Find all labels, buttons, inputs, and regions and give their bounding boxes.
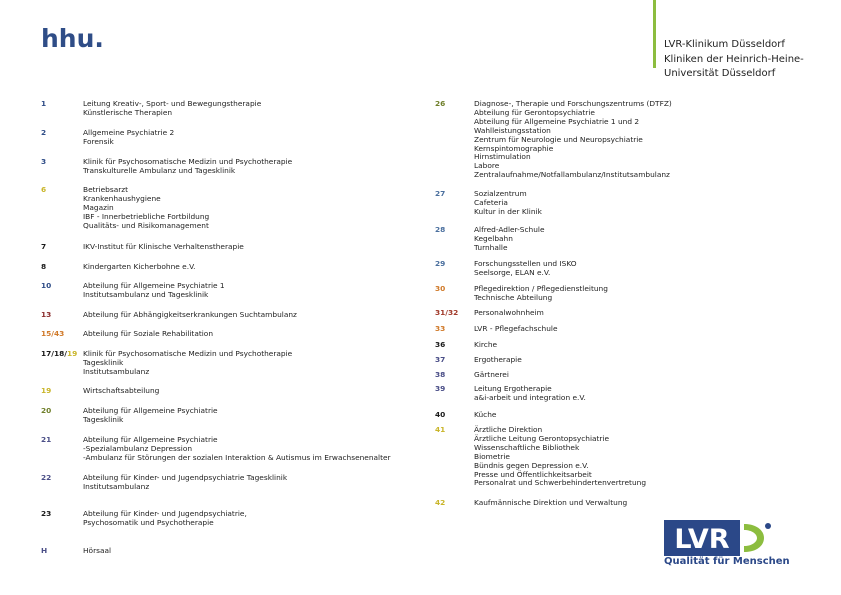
entry-line: Abteilung für Kinder- und Jugendpsychiatrie Tagesklinik — [83, 473, 288, 482]
entry-line: Institutsambulanz — [83, 481, 150, 491]
left-building-number: 8 — [41, 262, 47, 271]
entry-line: Kernspintomographie — [474, 143, 554, 153]
header-line: LVR-Klinikum Düsseldorf — [664, 39, 785, 50]
entry-line: Leitung Kreativ-, Sport- und Bewegungstherapie — [83, 99, 262, 108]
left-building-entry — [83, 547, 111, 556]
entry-line: Tagesklinik — [83, 357, 124, 367]
right-building-number: 41 — [435, 425, 446, 434]
left-building-number: 13 — [41, 310, 52, 319]
entry-line: Ergotherapie — [474, 355, 522, 364]
right-building-entry — [474, 325, 558, 334]
entry-line: Ärztliche Direktion — [474, 425, 543, 434]
left-building-entry — [83, 350, 292, 377]
left-building-number: 6 — [41, 185, 47, 194]
entry-line: Cafeteria — [474, 197, 508, 207]
entry-line: Gärtnerei — [474, 370, 509, 379]
hhu-logo: hhu. — [41, 24, 104, 53]
entry-line: Sozialzentrum — [474, 189, 527, 198]
left-building-number: 1 — [41, 99, 47, 108]
entry-line: Magazin — [83, 202, 114, 212]
entry-line: Abteilung für Allgemeine Psychiatrie — [83, 406, 218, 415]
right-building-number: 29 — [435, 259, 446, 268]
entry-line: Bündnis gegen Depression e.V. — [474, 460, 589, 470]
left-building-entry — [83, 158, 292, 176]
entry-line: Technische Abteilung — [474, 292, 553, 302]
right-building-number: 30 — [435, 284, 446, 293]
entry-line: Küche — [474, 410, 497, 419]
right-building-entry — [474, 499, 627, 508]
entry-line: -Ambulanz für Störungen der sozialen Interaktion & Autismus im Erwachsenenalter — [83, 452, 391, 462]
entry-line: Turnhalle — [474, 242, 508, 252]
entry-line: Krankenhaushygiene — [83, 193, 161, 203]
entry-line: Abteilung für Abhängigkeitserkrankungen Suchtambulanz — [83, 310, 297, 319]
right-building-entry — [474, 426, 646, 488]
entry-line: Abteilung für Allgemeine Psychiatrie 1 und 2 — [474, 116, 640, 126]
entry-line: IKV-Institut für Klinische Verhaltenstherapie — [83, 242, 244, 251]
entry-line: Leitung Ergotherapie — [474, 384, 552, 393]
right-building-entry — [474, 341, 497, 350]
entry-line: Wirtschaftsabteilung — [83, 386, 160, 395]
left-building-entry — [83, 311, 297, 320]
left-building-number: 19 — [41, 386, 52, 395]
right-building-entry — [474, 226, 545, 253]
right-building-number: 42 — [435, 498, 446, 507]
entry-line: Ärztliche Leitung Gerontopsychiatrie — [474, 433, 610, 443]
entry-line: Hörsaal — [83, 546, 112, 555]
entry-line: Abteilung für Allgemeine Psychiatrie — [83, 435, 218, 444]
entry-line: Presse und Öffentlichkeitsarbeit — [474, 469, 592, 479]
entry-line: Wahlleistungsstation — [474, 125, 551, 135]
left-building-number: 10 — [41, 281, 52, 290]
entry-line: Künstlerische Therapien — [83, 107, 173, 117]
right-building-entry — [474, 385, 586, 403]
entry-line: Klinik für Psychosomatische Medizin und Psychotherapie — [83, 157, 293, 166]
entry-line: Hirnstimulation — [474, 152, 531, 162]
header-line: Kliniken der Heinrich-Heine- — [664, 53, 804, 65]
right-building-entry — [474, 285, 608, 303]
left-building-entry — [83, 263, 196, 272]
entry-line: Forensik — [83, 136, 114, 146]
entry-line: Qualitäts- und Risikomanagement — [83, 220, 209, 230]
entry-line: Personalrat und Schwerbehindertenvertretung — [474, 478, 647, 488]
right-building-number: 26 — [435, 99, 446, 108]
left-building-entry — [83, 474, 287, 492]
entry-line: Diagnose-, Therapie und Forschungszentrums (DTFZ) — [474, 99, 672, 108]
left-building-number: 7 — [41, 242, 47, 251]
entry-line: Abteilung für Gerontopsychiatrie — [474, 107, 595, 117]
left-building-entry — [83, 186, 209, 231]
right-building-number: 37 — [435, 355, 446, 364]
left-building-number: 3 — [41, 157, 47, 166]
right-building-entry — [474, 190, 542, 217]
right-building-entry — [474, 371, 509, 380]
entry-line: IBF - Innerbetriebliche Fortbildung — [83, 211, 210, 221]
entry-line: Abteilung für Allgemeine Psychiatrie 1 — [83, 281, 225, 290]
left-building-number: H — [41, 546, 48, 555]
clinic-header — [664, 38, 804, 82]
accent-divider — [653, 0, 656, 68]
left-building-number: 2 — [41, 128, 47, 137]
entry-line: a&i-arbeit und integration e.V. — [474, 392, 586, 402]
entry-line: Forschungsstellen und ISKO — [474, 259, 577, 268]
lvr-slogan: Qualität für Menschen — [664, 556, 790, 567]
left-building-number: 15/43 — [41, 329, 65, 338]
right-building-number: 31/32 — [435, 308, 459, 317]
entry-line: LVR - Pflegefachschule — [474, 324, 558, 333]
left-building-number: 20 — [41, 406, 52, 415]
left-building-number: 23 — [41, 509, 52, 518]
entry-line: Betriebsarzt — [83, 185, 129, 194]
entry-line: Wissenschaftliche Bibliothek — [474, 442, 580, 452]
right-building-entry — [474, 309, 544, 318]
entry-line: Kultur in der Klinik — [474, 206, 542, 216]
entry-line: Kirche — [474, 340, 498, 349]
entry-line: Tagesklinik — [83, 414, 124, 424]
right-building-number: 36 — [435, 340, 446, 349]
left-building-entry — [83, 510, 247, 528]
entry-line: Zentralaufnahme/Notfallambulanz/Institutsambulanz — [474, 170, 670, 180]
entry-line: Kaufmännische Direktion und Verwaltung — [474, 498, 628, 507]
left-building-entry — [83, 129, 174, 147]
left-building-entry — [83, 436, 391, 463]
left-building-entry — [83, 407, 218, 425]
entry-line: Kegelbahn — [474, 233, 513, 243]
entry-line: Alfred-Adler-Schule — [474, 225, 545, 234]
lvr-logo-text: LVR — [674, 524, 730, 555]
entry-line: Allgemeine Psychiatrie 2 — [83, 128, 175, 137]
right-building-entry — [474, 411, 496, 420]
left-building-number: 17/18/19 — [41, 349, 78, 358]
entry-line: Zentrum für Neurologie und Neuropsychiatrie — [474, 134, 643, 144]
entry-line: Pflegedirektion / Pflegedienstleitung — [474, 284, 608, 293]
entry-line: Labore — [474, 161, 500, 171]
entry-line: Kindergarten Kicherbohne e.V. — [83, 262, 196, 271]
right-building-entry — [474, 100, 672, 180]
entry-line: Abteilung für Soziale Rehabilitation — [83, 329, 214, 338]
entry-line: Biometrie — [474, 451, 510, 461]
right-building-number: 40 — [435, 410, 446, 419]
entry-line: Institutsambulanz und Tagesklinik — [83, 289, 209, 299]
entry-line: Psychosomatik und Psychotherapie — [83, 517, 214, 527]
left-building-entry — [83, 387, 159, 396]
entry-line: -Spezialambulanz Depression — [83, 443, 193, 453]
right-building-number: 27 — [435, 189, 446, 198]
header-line: Universität Düsseldorf — [664, 68, 776, 79]
entry-line: Seelsorge, ELAN e.V. — [474, 267, 551, 277]
right-building-entry — [474, 260, 577, 278]
right-building-number: 38 — [435, 370, 446, 379]
right-building-number: 28 — [435, 225, 446, 234]
right-building-number: 33 — [435, 324, 446, 333]
right-building-number: 39 — [435, 384, 446, 393]
left-building-entry — [83, 330, 213, 339]
entry-line: Transkulturelle Ambulanz und Tagesklinik — [83, 165, 236, 175]
entry-line: Klinik für Psychosomatische Medizin und Psychotherapie — [83, 349, 293, 358]
left-building-entry — [83, 282, 225, 300]
entry-line: Institutsambulanz — [83, 366, 150, 376]
entry-line: Abteilung für Kinder- und Jugendpsychiatrie, — [83, 509, 247, 518]
left-building-number: 22 — [41, 473, 52, 482]
left-building-entry — [83, 243, 244, 252]
left-building-number: 21 — [41, 435, 52, 444]
entry-line: Personalwohnheim — [474, 308, 544, 317]
left-building-entry — [83, 100, 261, 118]
right-building-entry — [474, 356, 522, 365]
lvr-logo — [664, 520, 774, 556]
